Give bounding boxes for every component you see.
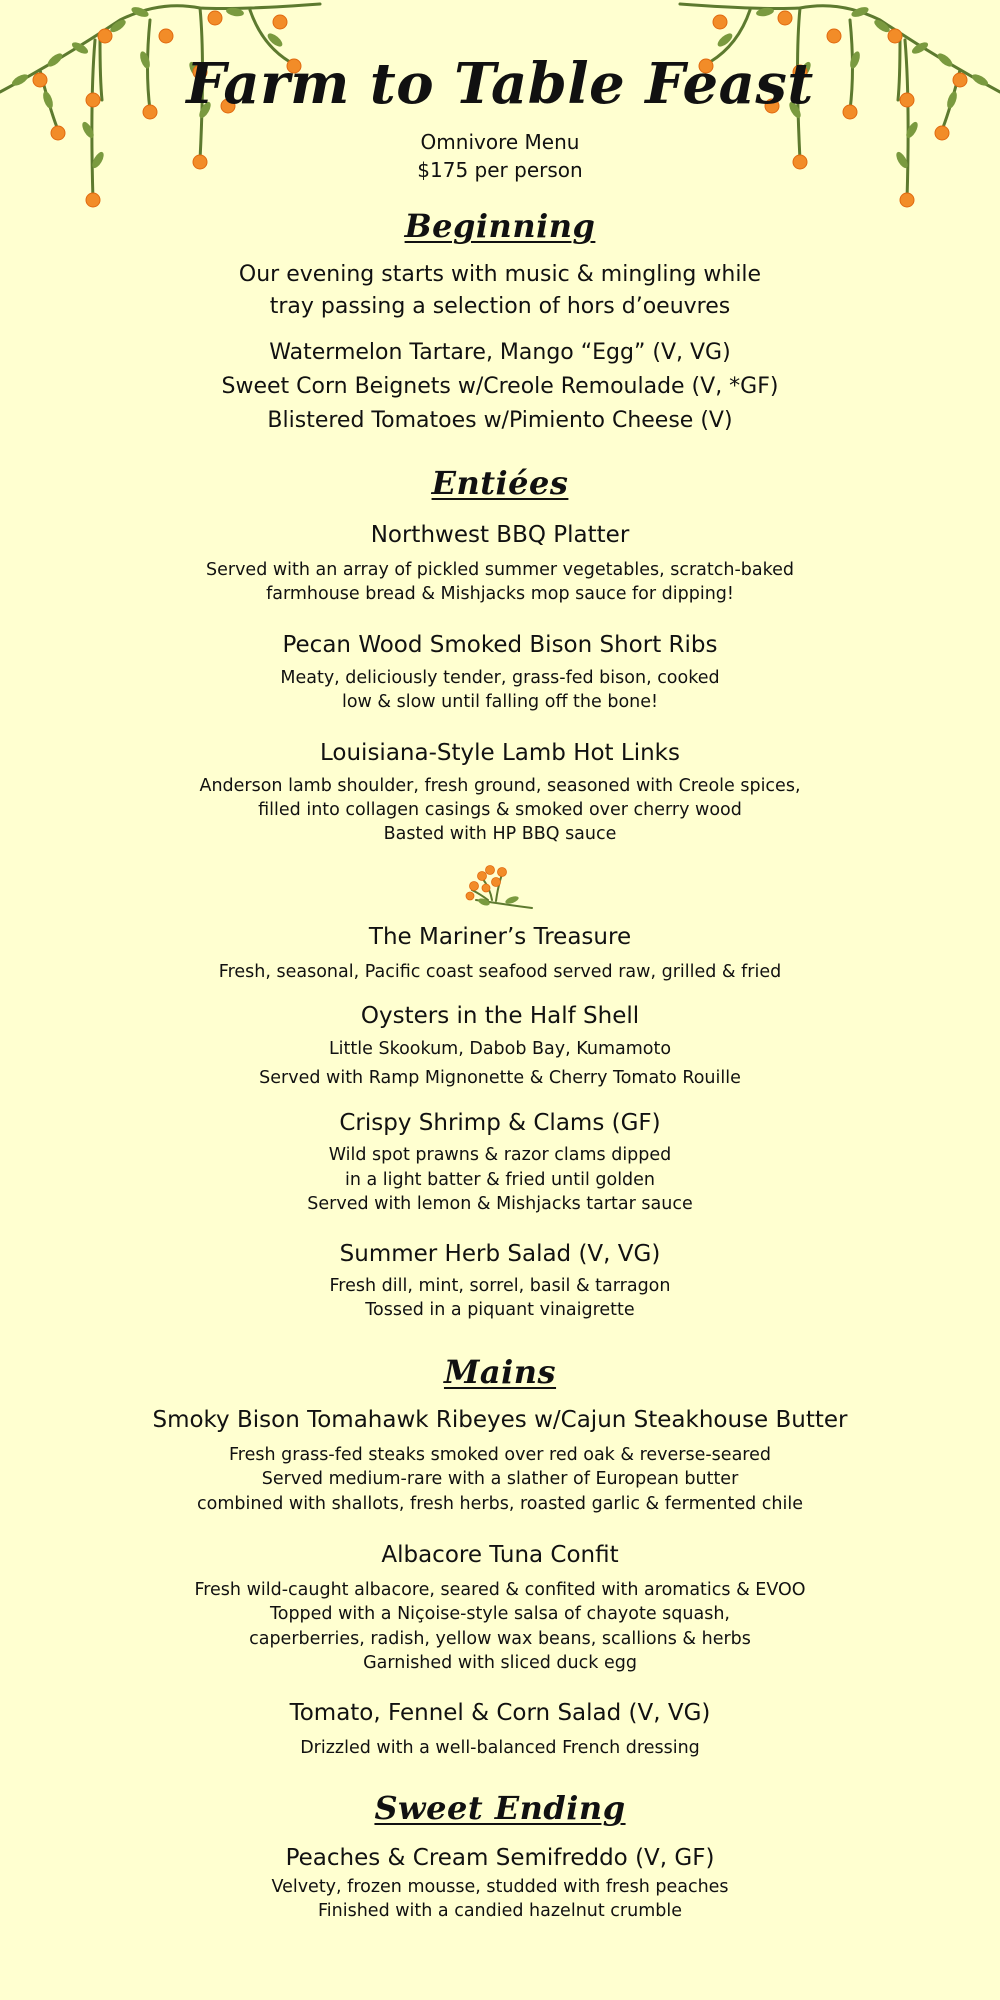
appetizer-item: Watermelon Tartare, Mango “Egg” (V, VG) [269,340,731,365]
dish-description-line: Velvety, frozen mousse, studded with fresh peaches [271,1877,729,1897]
dish-description-line: Served with Ramp Mignonette & Cherry Tomato Rouille [259,1068,741,1088]
dish-description-line: Wild spot prawns & razor clams dipped [328,1145,672,1165]
dish-name: Tomato, Fennel & Corn Salad (V, VG) [289,1700,711,1726]
dish-name: Pecan Wood Smoked Bison Short Ribs [282,632,718,658]
flower-sprig-icon [462,860,538,910]
dish-name: Northwest BBQ Platter [370,522,630,548]
menu-subtitle: Omnivore Menu [420,130,580,154]
beginning-intro-line: tray passing a selection of hors d’oeuvres [269,294,731,319]
appetizer-item: Blistered Tomatoes w/Pimiento Cheese (V) [267,408,733,433]
dish-name: Oysters in the Half Shell [360,1003,640,1029]
dish-name: Albacore Tuna Confit [381,1542,619,1568]
dish-name: Summer Herb Salad (V, VG) [339,1241,661,1267]
appetizer-item: Sweet Corn Beignets w/Creole Remoulade (V, *GF) [221,374,779,399]
dish-name: Smoky Bison Tomahawk Ribeyes w/Cajun Steakhouse Butter [152,1407,848,1433]
dish-description-line: Fresh wild-caught albacore, seared & confited with aromatics & EVOO [194,1580,806,1600]
section-heading-entrees: Entiées [431,464,569,502]
dish-description-line: Anderson lamb shoulder, fresh ground, seasoned with Creole spices, [199,776,801,796]
dish-name: Louisiana-Style Lamb Hot Links [320,740,680,766]
dish-description-line: Drizzled with a well-balanced French dressing [300,1738,700,1758]
dish-description-line: Garnished with sliced duck egg [363,1653,637,1673]
dish-description-line: low & slow until falling off the bone! [341,692,659,712]
dish-name: Crispy Shrimp & Clams (GF) [339,1110,661,1136]
dish-description-line: Served medium-rare with a slather of European butter [261,1469,739,1489]
dish-description-line: combined with shallots, fresh herbs, roasted garlic & fermented chile [197,1494,803,1514]
dish-description-line: Fresh, seasonal, Pacific coast seafood served raw, grilled & fried [218,962,782,982]
menu-price: $175 per person [417,158,583,182]
dish-description-line: Basted with HP BBQ sauce [383,824,617,844]
dish-description-line: caperberries, radish, yellow wax beans, scallions & herbs [249,1629,751,1649]
dish-description-line: farmhouse bread & Mishjacks mop sauce for dipping! [266,584,734,604]
section-heading-sweet-ending: Sweet Ending [374,1789,626,1827]
dish-description-line: in a light batter & fried until golden [344,1170,656,1190]
beginning-intro-line: Our evening starts with music & mingling while [238,262,762,287]
section-heading-beginning: Beginning [404,207,596,245]
dish-description-line: Served with lemon & Mishjacks tartar sauce [307,1194,693,1214]
dish-description-line: Fresh dill, mint, sorrel, basil & tarragon [329,1276,671,1296]
dish-description-line: Served with an array of pickled summer vegetables, scratch-baked [206,560,794,580]
dish-description-line: Finished with a candied hazelnut crumble [317,1901,682,1921]
dish-description-line: Topped with a Niçoise-style salsa of chayote squash, [270,1604,730,1624]
dish-name: The Mariner’s Treasure [368,924,632,950]
dish-description-line: Fresh grass-fed steaks smoked over red oak & reverse-seared [229,1445,771,1465]
dish-description-line: filled into collagen casings & smoked over cherry wood [258,800,742,820]
dish-name: Peaches & Cream Semifreddo (V, GF) [285,1845,715,1871]
dish-description-line: Tossed in a piquant vinaigrette [365,1300,635,1320]
dish-description-line: Meaty, deliciously tender, grass-fed bison, cooked [280,668,720,688]
section-heading-mains: Mains [443,1353,557,1391]
menu-title: Farm to Table Feast [186,51,814,117]
dish-description-line: Little Skookum, Dabob Bay, Kumamoto [328,1039,672,1059]
